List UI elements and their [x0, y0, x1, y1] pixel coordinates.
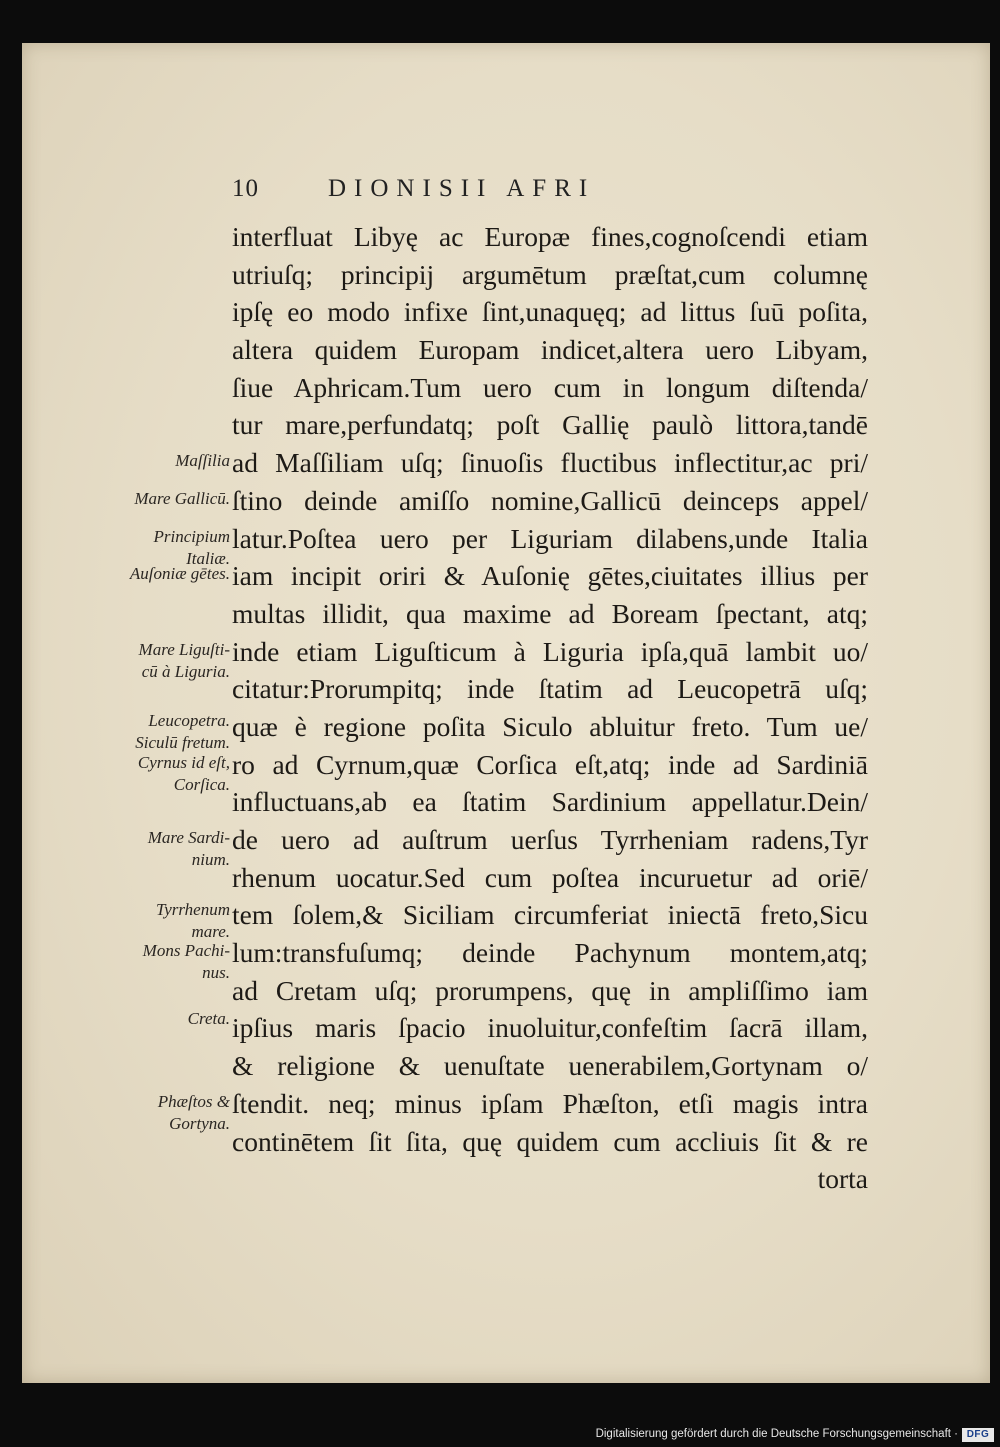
footer-bar — [0, 1425, 1000, 1447]
marginal-note-line: Siculū fretum. — [135, 733, 230, 753]
marginal-note-line: Tyrrhenum — [156, 899, 230, 919]
marginal-note-line: mare. — [191, 921, 230, 941]
text-line: ad Maſſiliam uſq; ſinuoſis fluctibus inflectitur,ac pri/ — [232, 447, 868, 479]
marginal-note-line: cū à Liguria. — [141, 661, 230, 681]
text-line: continētem ſit ſita, quę quidem cum accliuis ſit & re — [232, 1125, 868, 1157]
marginal-note — [70, 639, 230, 683]
text-line: altera quidem Europam indicet,altera uero Libyam, — [232, 334, 868, 366]
marginal-note — [70, 940, 230, 984]
text-line: ad Cretam uſq; prorumpens, quę in ampliſſimo iam — [232, 974, 868, 1006]
dfg-logo: DFG — [962, 1428, 994, 1442]
funding-credit: Digitalisierung gefördert durch die Deutsche Forschungsgemeinschaft · — [595, 1428, 958, 1440]
text-line: ipſę eo modo infixe ſint,unaquęq; ad littus ſuū poſita, — [232, 296, 868, 328]
main-text-block — [232, 218, 868, 1198]
marginal-note-line: Mare Liguſti- — [138, 639, 230, 659]
text-line: influctuans,ab ea ſtatim Sardinium appellatur.Dein/ — [232, 786, 868, 818]
marginal-note — [70, 1008, 230, 1030]
marginal-note-line: Mare Sardi- — [147, 828, 230, 848]
text-line: tem ſolem,& Siciliam circumferiat iniectā freto,Sicu — [232, 899, 868, 931]
text-line: ipſius maris ſpacio inuoluitur,confeſtim ſacrā illam, — [232, 1012, 868, 1044]
text-line: ro ad Cyrnum,quæ Corſica eſt,atq; inde ad Sardiniā — [232, 748, 868, 780]
marginal-note-line: Gortyna. — [169, 1114, 230, 1134]
marginal-note-line: Mare Gallicū. — [134, 488, 230, 508]
running-head: DIONISII AFRI — [328, 175, 596, 202]
marginal-note-line: Auſoniæ gētes. — [129, 564, 230, 584]
text-line: de uero ad auſtrum uerſus Tyrrheniam radens,Tyr — [232, 824, 868, 855]
marginal-note-line: Maſſilia — [175, 451, 230, 471]
text-line: lum:transfuſumq; deinde Pachynum montem,atq; — [232, 937, 868, 969]
marginal-note-line: nus. — [202, 963, 230, 983]
text-line: torta — [817, 1163, 868, 1195]
marginal-note — [70, 488, 230, 510]
text-line: interfluat Libyę ac Europæ fines,cognoſcendi etiam — [232, 221, 868, 252]
marginal-note-line: Principium — [153, 526, 230, 546]
text-line: iam incipit oriri & Auſonię gētes,ciuitates illius per — [232, 560, 868, 592]
marginal-note-line: Mons Pachi- — [142, 941, 230, 961]
text-line: ſtino deinde amiſſo nomine,Gallicū deinceps appel/ — [232, 484, 868, 516]
text-line: quæ è regione poſita Siculo abluitur freto. Tum ue/ — [232, 710, 868, 742]
marginal-note — [70, 710, 230, 754]
marginal-note — [70, 450, 230, 472]
marginal-note — [70, 827, 230, 871]
text-line: latur.Poſtea uero per Liguriam dilabens,unde Italia — [232, 522, 868, 554]
marginal-note-line: Creta. — [187, 1009, 230, 1029]
text-line: rhenum uocatur.Sed cum poſtea incuruetur ad oriē/ — [232, 861, 868, 893]
marginal-note — [70, 1091, 230, 1135]
marginal-note-line: Italiæ. — [186, 548, 230, 568]
text-line: & religione & uenuſtate uenerabilem,Gortynam o/ — [232, 1050, 868, 1082]
page-number: 10 — [232, 175, 259, 202]
text-line: citatur:Prorumpitq; inde ſtatim ad Leucopetrā uſq; — [232, 673, 868, 705]
marginal-note-line: nium. — [191, 850, 230, 870]
marginal-note-line: Leucopetra. — [148, 711, 230, 731]
text-line: inde etiam Liguſticum à Liguria ipſa,quā lambit uo/ — [232, 635, 868, 667]
marginal-note-line: Cyrnus id eſt, — [137, 752, 230, 772]
marginal-note — [70, 899, 230, 943]
text-line: tur mare,perfundatq; poſt Gallię paulò littora,tandē — [232, 409, 868, 441]
marginal-note-line: Corſica. — [173, 774, 230, 794]
marginal-note — [70, 752, 230, 796]
text-line: ſiue Aphricam.Tum uero cum in longum diſtenda/ — [232, 371, 868, 403]
text-line: utriuſq; principij argumētum præſtat,cum columnę — [232, 258, 868, 290]
text-line: ſtendit. neq; minus ipſam Phæſton, etſi magis intra — [232, 1087, 868, 1119]
marginal-note — [70, 563, 230, 585]
text-line: multas illidit, qua maxime ad Boream ſpectant, atq; — [232, 597, 868, 629]
marginal-note-line: Phæſtos & — [157, 1092, 230, 1112]
